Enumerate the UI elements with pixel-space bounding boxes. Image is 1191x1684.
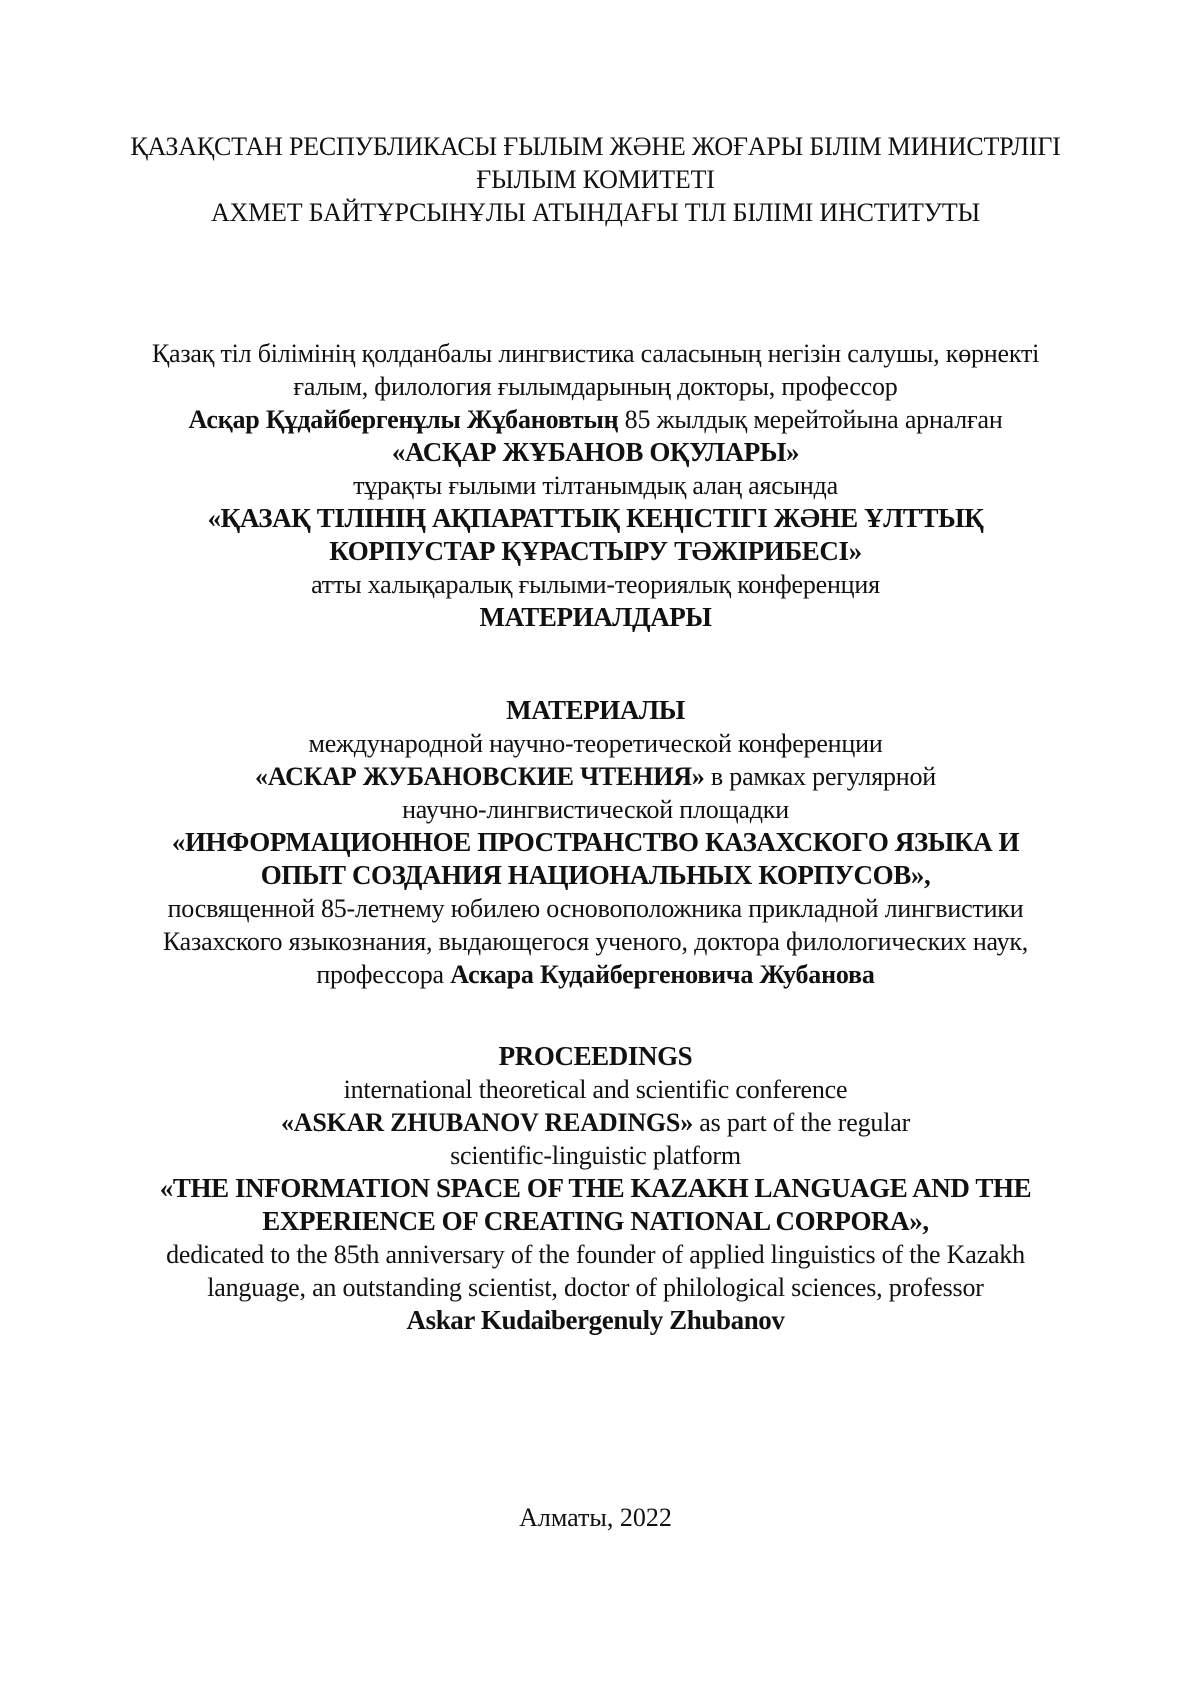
kazakh-conference-title-line-2: КОРПУСТАР ҚҰРАСТЫРУ ТӘЖІРИБЕСІ» bbox=[329, 536, 862, 566]
russian-dedication-line-1: посвященной 85-летнему юбилею основоположника прикладной лингвистики bbox=[167, 894, 1024, 923]
kazakh-anniversary-rest: 85 жылдық мерейтойына арналған bbox=[618, 405, 1003, 434]
english-section bbox=[0, 1040, 1191, 1337]
kazakh-intro-line-2: ғалым, филология ғылымдарының докторы, профессор bbox=[293, 372, 898, 401]
russian-section bbox=[0, 694, 1191, 991]
english-dedication-line-2: language, an outstanding scientist, doctor of philological sciences, professor bbox=[207, 1273, 984, 1302]
english-materials-heading: PROCEEDINGS bbox=[498, 1041, 693, 1071]
institute-line: АХМЕТ БАЙТҰРСЫНҰЛЫ АТЫНДАҒЫ ТІЛ БІЛІМІ ИНСТИТУТЫ bbox=[210, 198, 981, 227]
russian-readings-line bbox=[0, 760, 1191, 793]
kazakh-conference-kind-line: атты халықаралық ғылыми-теориялық конференция bbox=[311, 570, 880, 599]
english-conference-title-line-1: «THE INFORMATION SPACE OF THE KAZAKH LANGUAGE AND THE bbox=[159, 1173, 1032, 1203]
english-readings-line bbox=[0, 1106, 1191, 1139]
kazakh-conference-title-line-1: «ҚАЗАҚ ТІЛІНІҢ АҚПАРАТТЫҚ КЕҢІСТІГІ ЖӘНЕ ҰЛТТЫҚ bbox=[207, 503, 984, 533]
imprint-line: Алматы, 2022 bbox=[519, 1503, 672, 1532]
ministry-line: ҚАЗАҚСТАН РЕСПУБЛИКАСЫ ҒЫЛЫМ ЖӘНЕ ЖОҒАРЫ БІЛІМ МИНИСТРЛІГІ bbox=[130, 132, 1061, 161]
institution-header bbox=[0, 130, 1191, 229]
english-professor-name: Askar Kudaibergenuly Zhubanov bbox=[406, 1305, 785, 1335]
english-readings-title: «ASKAR ZHUBANOV READINGS» bbox=[280, 1108, 693, 1137]
english-conference-kind-line: international theoretical and scientific conference bbox=[343, 1075, 848, 1104]
kazakh-materials-heading: МАТЕРИАЛДАРЫ bbox=[479, 602, 712, 632]
russian-materials-heading: МАТЕРИАЛЫ bbox=[506, 695, 685, 725]
kazakh-platform-line: тұрақты ғылыми тілтанымдық алаң аясында bbox=[353, 471, 838, 500]
russian-readings-rest: в рамках регулярной bbox=[704, 762, 936, 791]
russian-conference-kind-line: международной научно-теоретической конференции bbox=[308, 729, 883, 758]
kazakh-readings-title: «АСҚАР ЖҰБАНОВ ОҚУЛАРЫ» bbox=[391, 437, 800, 467]
kazakh-dedicatee-name: Асқар Құдайбергенұлы Жұбановтың bbox=[188, 405, 619, 434]
russian-conference-title-line-1: «ИНФОРМАЦИОННОЕ ПРОСТРАНСТВО КАЗАХСКОГО ЯЗЫКА И bbox=[171, 827, 1020, 857]
russian-professor-line bbox=[0, 958, 1191, 991]
russian-professor-prefix: профессора bbox=[316, 960, 451, 989]
english-platform-line: scientific-linguistic platform bbox=[450, 1141, 741, 1170]
kazakh-intro-line-1: Қазақ тіл білімінің қолданбалы лингвистика саласының негізін салушы, көрнекті bbox=[151, 339, 1040, 368]
russian-dedication-line-2: Казахского языкознания, выдающегося ученого, доктора филологических наук, bbox=[162, 927, 1029, 956]
kazakh-anniversary-line bbox=[0, 403, 1191, 436]
russian-platform-line: научно-лингвистической площадки bbox=[402, 795, 789, 824]
english-dedication-line-1: dedicated to the 85th anniversary of the founder of applied linguistics of the Kazakh bbox=[166, 1240, 1025, 1269]
english-readings-rest: as part of the regular bbox=[693, 1108, 911, 1137]
russian-conference-title-line-2: ОПЫТ СОЗДАНИЯ НАЦИОНАЛЬНЫХ КОРПУСОВ», bbox=[260, 860, 931, 890]
kazakh-section bbox=[0, 337, 1191, 634]
russian-professor-name: Аскара Кудайбергеновича Жубанова bbox=[450, 960, 875, 989]
russian-readings-title: «АСКАР ЖУБАНОВСКИЕ ЧТЕНИЯ» bbox=[255, 762, 705, 791]
english-conference-title-line-2: EXPERIENCE OF CREATING NATIONAL CORPORA», bbox=[262, 1206, 929, 1236]
committee-line: ҒЫЛЫМ КОМИТЕТІ bbox=[476, 165, 715, 194]
